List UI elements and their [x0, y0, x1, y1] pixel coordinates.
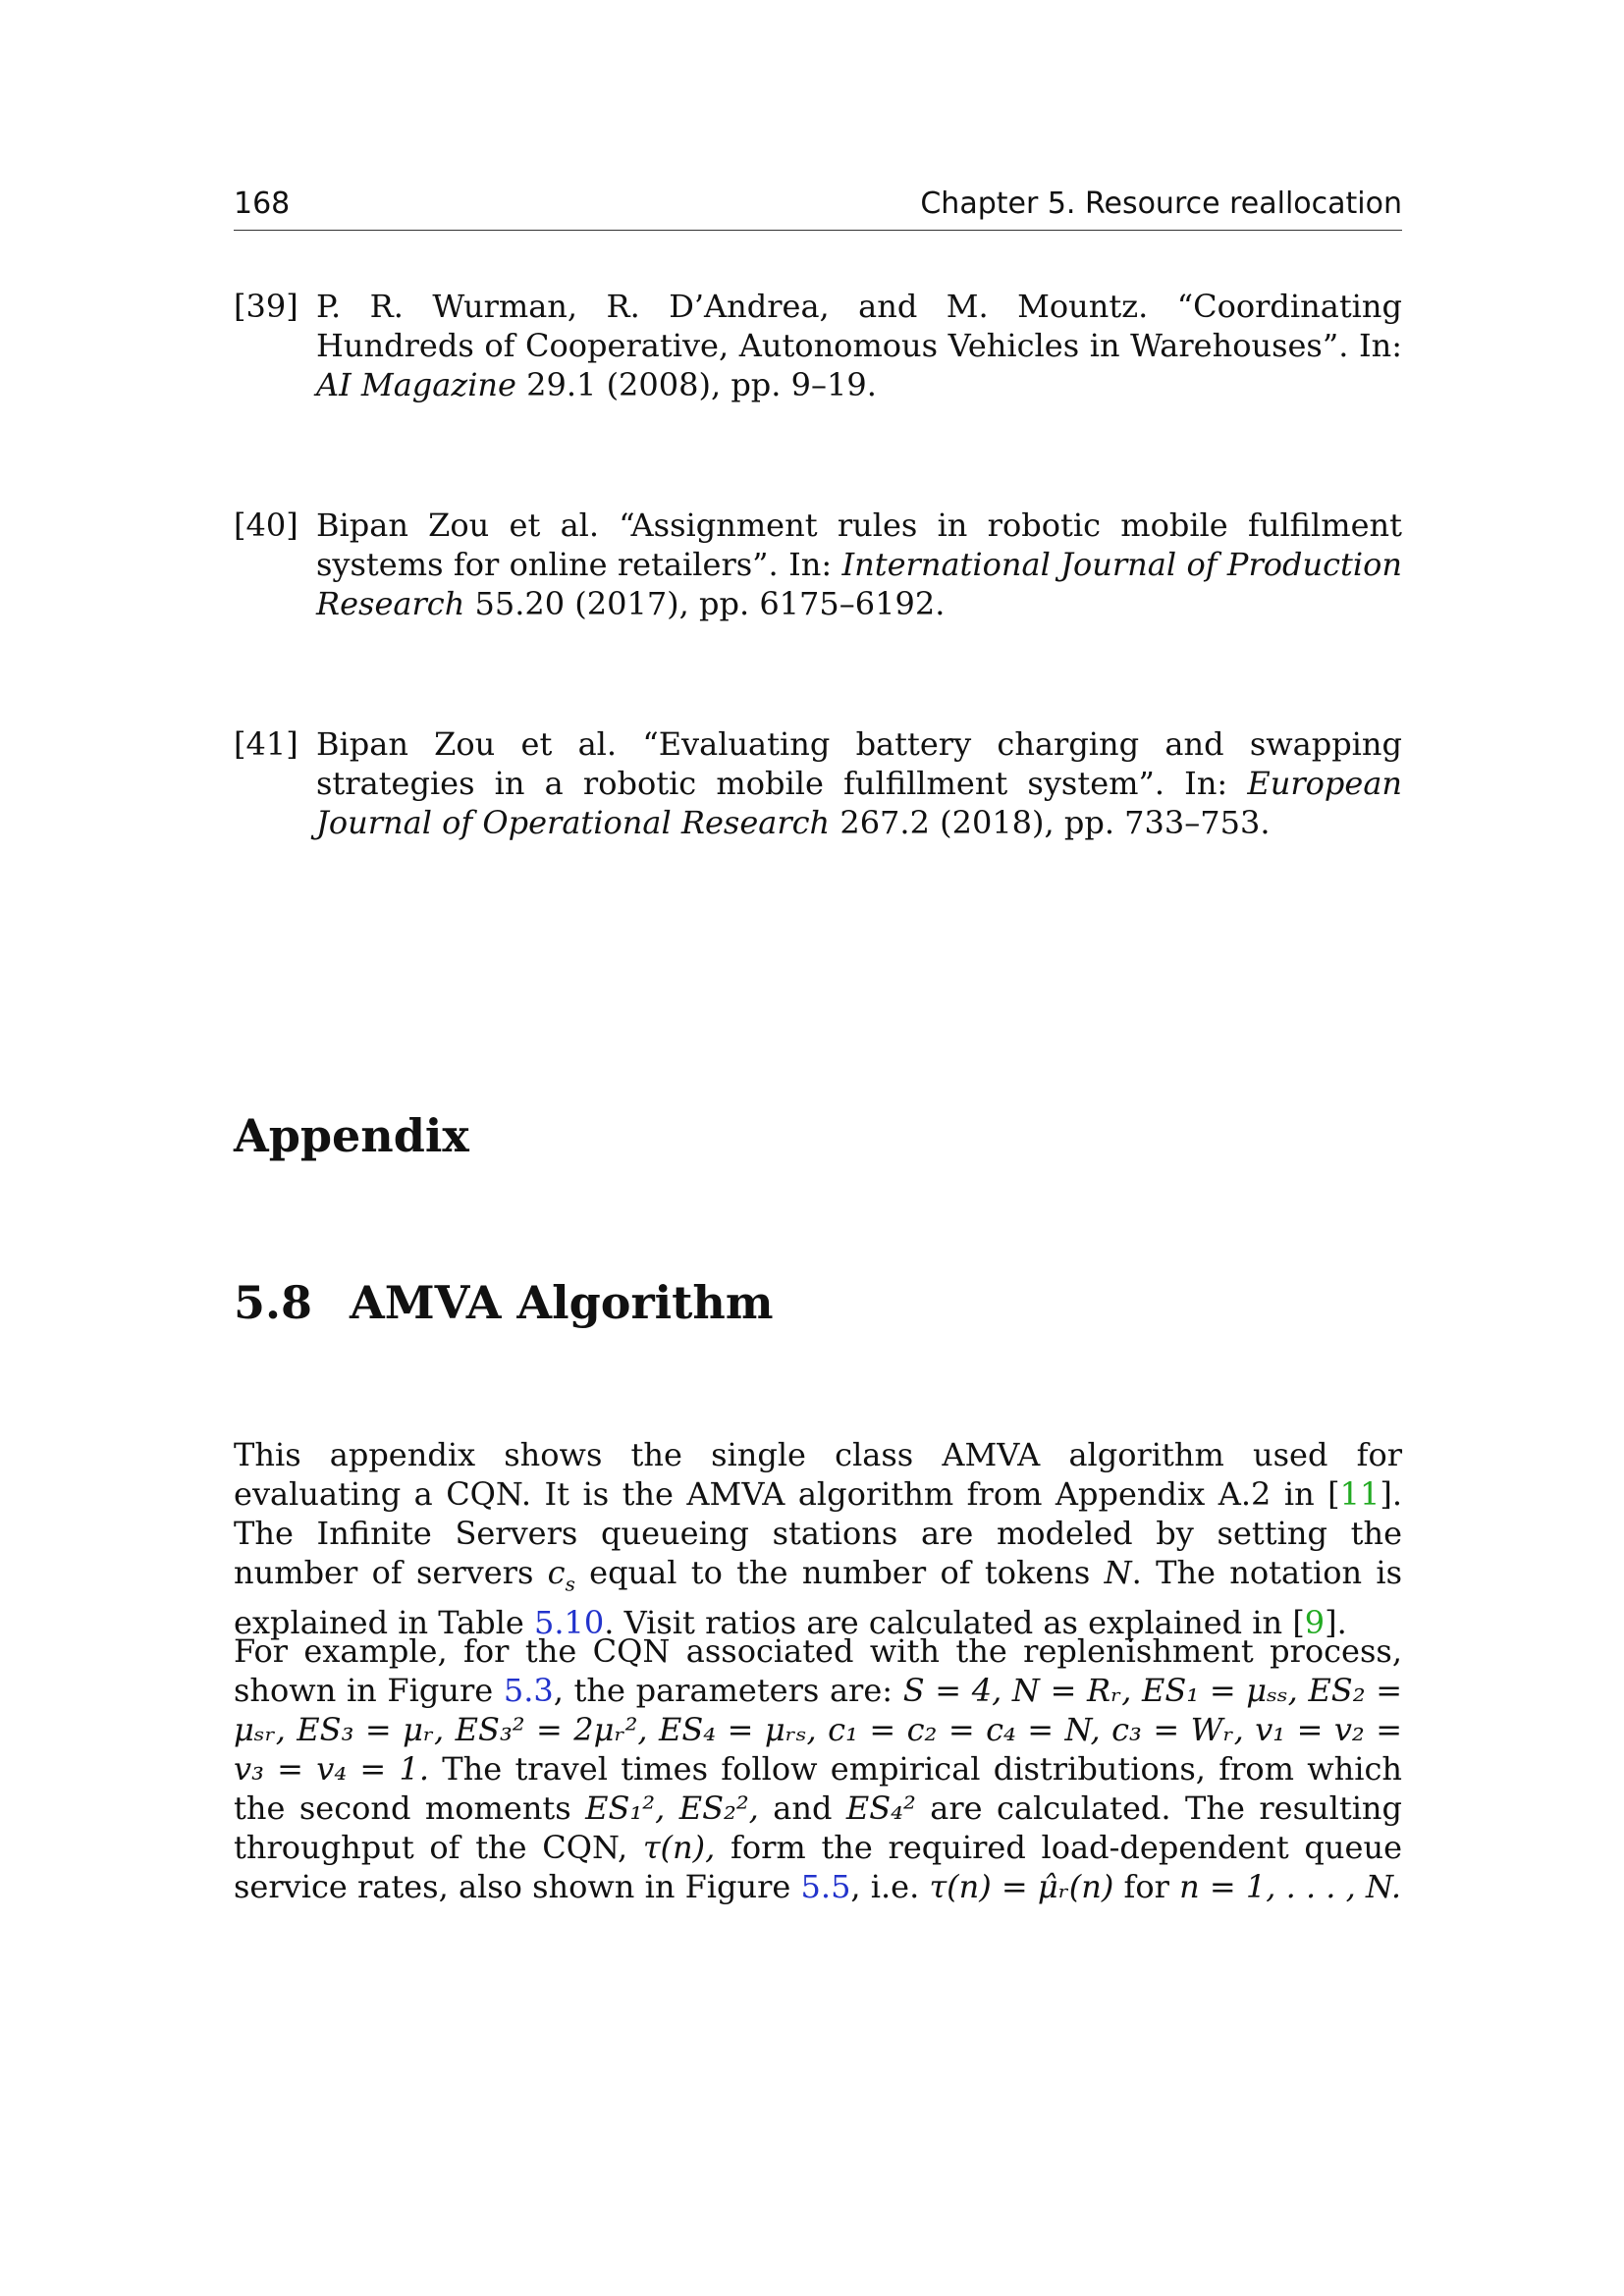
text-run: , i.e.: [850, 1868, 930, 1905]
reference-text: [316, 724, 1402, 842]
section-heading: [234, 1276, 774, 1329]
figure-ref-link-5-5[interactable]: 5.5: [800, 1868, 851, 1905]
citation-link-9[interactable]: 9: [1304, 1604, 1326, 1642]
section-number: 5.8: [234, 1276, 313, 1329]
text-run: for: [1113, 1868, 1180, 1905]
reference-authors-title: Bipan Zou et al. “Evaluating battery charging and swapping strategies in a robotic mobile fulfillment system”. In:: [316, 725, 1402, 802]
text-run: equal to the number of tokens: [574, 1554, 1105, 1591]
reference-text: [316, 506, 1402, 623]
reference-authors-title: Bipan Zou et al. “Assignment rules in robotic mobile fulfilment systems for online retailers”. In:: [316, 507, 1402, 583]
reference-details: 29.1 (2008), pp. 9–19.: [515, 366, 877, 403]
reference-41: [234, 724, 1402, 842]
text-run: The travel times follow empirical distributions, from which the second moments: [234, 1750, 1403, 1827]
math-parameters: S = 4, N = Rᵣ, ES₁ = μₛₛ, ES₂ = μₛᵣ, ES₃ = μᵣ, ES₃² = 2μᵣ², ES₄ = μᵣₛ, c₁ = c₂ = c₄ = N, c₃ = Wᵣ, v₁ = v₂ = v₃ = v₄ = 1.: [234, 1672, 1403, 1788]
text-run: . The notation is explained in Table: [234, 1554, 1403, 1642]
math-subscript: s: [565, 1572, 575, 1596]
running-title: Chapter 5. Resource reallocation: [920, 187, 1402, 221]
figure-ref-link-5-3[interactable]: 5.3: [503, 1672, 554, 1709]
reference-journal: AI Magazine: [316, 366, 516, 403]
reference-label: [40]: [234, 507, 298, 544]
text-run: ]. The Infinite Servers queueing stations are modeled by setting the number of servers: [234, 1475, 1402, 1591]
section-title: AMVA Algorithm: [350, 1276, 774, 1329]
reference-39: [234, 287, 1402, 404]
reference-text: [316, 287, 1402, 404]
text-run: form the required load-dependent queue service rates, also shown in Figure: [234, 1829, 1403, 1905]
reference-label: [41]: [234, 725, 298, 763]
paragraph-intro: [234, 1435, 1402, 1642]
text-run: and: [758, 1789, 846, 1827]
text-run: This appendix shows the single class AMVA algorithm used for evaluating a CQN. It is the AMVA algorithm from Appendix A.2 in [: [234, 1436, 1402, 1513]
reference-40: [234, 506, 1402, 623]
text-run: , the parameters are:: [553, 1672, 903, 1709]
reference-label: [39]: [234, 288, 298, 325]
reference-journal: European Journal of Operational Research: [316, 765, 1402, 841]
math-throughput: τ(n),: [642, 1829, 716, 1866]
page-header: [234, 187, 1402, 231]
text-run: For example, for the CQN associated with the replenishment process, shown in Figure: [234, 1632, 1402, 1709]
citation-link-11[interactable]: 11: [1339, 1475, 1380, 1513]
text-run: ].: [1325, 1604, 1347, 1642]
reference-journal: International Journal of Production Research: [316, 546, 1403, 622]
math-moments: ES₁², ES₂²,: [585, 1789, 759, 1827]
math-tokens: N: [1104, 1554, 1132, 1591]
math-range: n = 1, . . . , N.: [1179, 1868, 1402, 1905]
reference-authors-title: P. R. Wurman, R. D’Andrea, and M. Mountz. “Coordinating Hundreds of Cooperative, Autonomous Vehicles in Warehouses”. In:: [316, 288, 1402, 364]
math-moment-4: ES₄²: [845, 1789, 916, 1827]
math-rate-equation: τ(n) = μ̂ᵣ(n): [929, 1868, 1114, 1905]
table-ref-link[interactable]: 5.10: [534, 1604, 605, 1642]
page-number: 168: [234, 187, 291, 221]
paragraph-example: [234, 1631, 1402, 1906]
reference-details: 55.20 (2017), pp. 6175–6192.: [464, 585, 946, 622]
text-run: are calculated. The resulting throughput of the CQN,: [234, 1789, 1403, 1866]
appendix-heading: Appendix: [234, 1109, 469, 1162]
math-servers: c: [547, 1554, 566, 1591]
text-run: . Visit ratios are calculated as explained in [: [604, 1604, 1305, 1642]
reference-details: 267.2 (2018), pp. 733–753.: [830, 804, 1271, 841]
